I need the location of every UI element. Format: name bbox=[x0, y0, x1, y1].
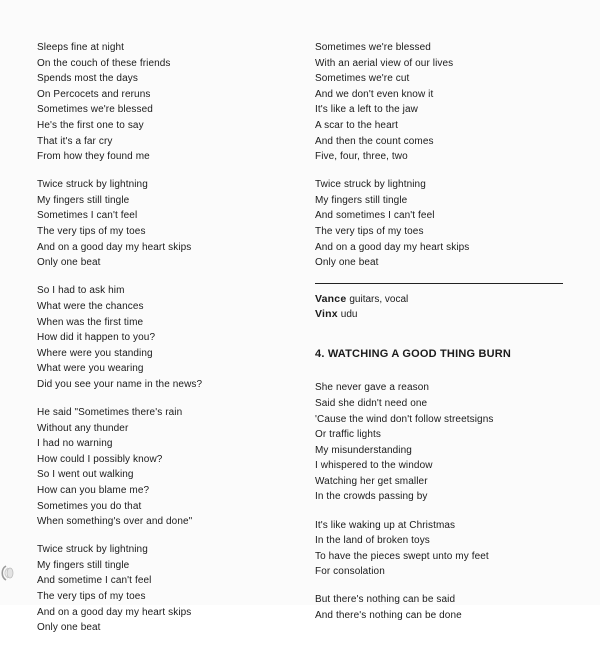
lyric-line: Twice struck by lightning bbox=[37, 179, 148, 191]
lyric-line: Sometimes I can't feel bbox=[37, 210, 138, 222]
lyric-line: For consolation bbox=[315, 566, 385, 578]
lyric-line: To have the pieces swept unto my feet bbox=[315, 550, 489, 562]
lyric-line: Sometimes we're blessed bbox=[37, 104, 153, 116]
stanza bbox=[37, 405, 287, 530]
credit-line bbox=[315, 292, 585, 307]
lyric-line: How could I possibly know? bbox=[37, 453, 163, 465]
lyric-line: It's like a left to the jaw bbox=[315, 104, 418, 116]
lyric-line: She never gave a reason bbox=[315, 382, 430, 394]
lyric-line: Said she didn't need one bbox=[315, 397, 428, 409]
credit-role: guitars, vocal bbox=[349, 294, 409, 306]
credit-role: udu bbox=[340, 309, 358, 321]
credits bbox=[315, 292, 585, 322]
song-title: 4. WATCHING A GOOD THING BURN bbox=[315, 348, 512, 361]
lyric-line: Did you see your name in the news? bbox=[37, 378, 203, 390]
lyric-line: Sometimes we're cut bbox=[315, 73, 410, 85]
lyric-line: And sometime I can't feel bbox=[37, 575, 152, 587]
lyric-line: From how they found me bbox=[37, 151, 150, 163]
lyric-line: In the crowds passing by bbox=[315, 491, 428, 503]
lyric-line: I whispered to the window bbox=[315, 460, 433, 472]
lyric-line: Five, four, three, two bbox=[315, 151, 408, 163]
lyric-line: That it's a far cry bbox=[37, 135, 113, 147]
lyric-line: Spends most the days bbox=[37, 73, 138, 85]
lyric-line: When was the first time bbox=[37, 316, 144, 328]
lyric-line: Where were you standing bbox=[37, 347, 153, 359]
lyric-line: The very tips of my toes bbox=[37, 591, 146, 602]
lyric-line: On Percocets and reruns bbox=[37, 88, 151, 100]
lyric-line: How can you blame me? bbox=[37, 484, 150, 496]
lyric-line: My fingers still tingle bbox=[37, 194, 130, 206]
stanza bbox=[37, 542, 287, 636]
stanza bbox=[315, 592, 585, 623]
lyric-line: Without any thunder bbox=[37, 422, 129, 434]
stanza bbox=[37, 177, 287, 271]
credit-name: Vinx bbox=[315, 308, 338, 321]
lyric-line: 'Cause the wind don't follow streetsigns bbox=[315, 413, 494, 425]
lyric-line: My fingers still tingle bbox=[315, 194, 408, 206]
lyric-line: Only one beat bbox=[37, 257, 101, 269]
lyric-line: When something's over and done" bbox=[37, 516, 193, 528]
lyric-line: The very tips of my toes bbox=[315, 226, 424, 238]
lyric-line: How did it happen to you? bbox=[37, 332, 156, 344]
lyric-line: Twice struck by lightning bbox=[37, 544, 148, 556]
lyric-line: Only one beat bbox=[37, 622, 101, 634]
lyric-line: What were the chances bbox=[37, 300, 144, 312]
lyric-line: So I went out walking bbox=[37, 469, 134, 481]
stanza bbox=[37, 283, 287, 392]
lyric-line: Sleeps fine at night bbox=[37, 42, 125, 53]
lyric-line: And sometimes I can't feel bbox=[315, 210, 435, 222]
lyric-line: Or traffic lights bbox=[315, 429, 381, 441]
lyric-line: He's the first one to say bbox=[37, 119, 144, 131]
left-column bbox=[37, 40, 287, 648]
lyric-line: Twice struck by lightning bbox=[315, 179, 426, 191]
stanza bbox=[315, 518, 585, 580]
lyric-line: With an aerial view of our lives bbox=[315, 57, 454, 69]
credit-line bbox=[315, 307, 585, 322]
lyric-line: Sometimes we're blessed bbox=[315, 42, 431, 53]
lyric-line: The very tips of my toes bbox=[37, 226, 146, 238]
lyric-line: So I had to ask him bbox=[37, 285, 125, 297]
right-column bbox=[315, 40, 585, 636]
lyric-line: I had no warning bbox=[37, 438, 113, 450]
stanza bbox=[315, 177, 585, 271]
lyric-line: On the couch of these friends bbox=[37, 57, 171, 69]
stanza bbox=[315, 380, 585, 505]
lyric-line: Sometimes you do that bbox=[37, 500, 142, 512]
binder-ring-icon bbox=[0, 563, 20, 583]
lyric-line: And we don't even know it bbox=[315, 88, 434, 100]
lyric-line: Watching her get smaller bbox=[315, 475, 428, 487]
lyric-line: A scar to the heart bbox=[315, 119, 399, 131]
lyric-line: And then the count comes bbox=[315, 135, 434, 147]
lyric-line: And there's nothing can be done bbox=[315, 610, 462, 622]
lyric-line: What were you wearing bbox=[37, 363, 144, 375]
stanza bbox=[37, 40, 287, 165]
lyric-line: My fingers still tingle bbox=[37, 559, 130, 571]
credit-name: Vance bbox=[315, 293, 347, 306]
lyric-line: And on a good day my heart skips bbox=[37, 241, 192, 253]
lyric-line: And on a good day my heart skips bbox=[37, 606, 192, 618]
lyric-line: It's like waking up at Christmas bbox=[315, 519, 456, 531]
lyric-line: My misunderstanding bbox=[315, 444, 412, 456]
lyric-line: Only one beat bbox=[315, 257, 379, 269]
lyric-line: He said "Sometimes there's rain bbox=[37, 406, 183, 418]
stanza bbox=[315, 40, 585, 165]
section-divider bbox=[315, 283, 563, 284]
lyric-line: And on a good day my heart skips bbox=[315, 241, 470, 253]
lyric-line: But there's nothing can be said bbox=[315, 594, 456, 606]
lyric-line: In the land of broken toys bbox=[315, 535, 430, 547]
